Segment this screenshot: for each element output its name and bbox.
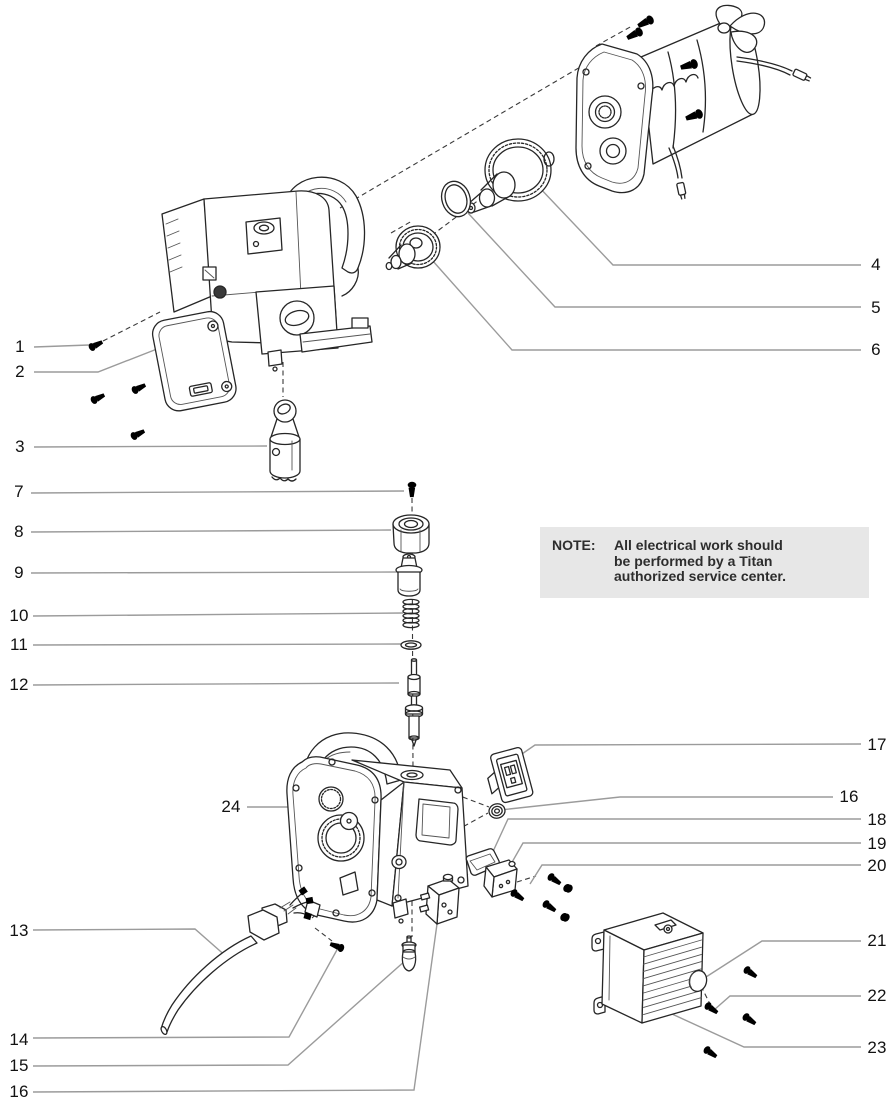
callout-label-7: 7 — [14, 482, 24, 501]
valve-screw-part7 — [408, 482, 417, 497]
callout-label-23: 23 — [867, 1038, 887, 1057]
motor-assembly — [576, 5, 811, 199]
leader-line-19-19 — [507, 843, 861, 871]
callout-label-13: 13 — [9, 921, 29, 940]
leader-line-1-0 — [34, 345, 89, 347]
leader-line-6-5 — [432, 260, 861, 350]
callout-label-18: 18 — [867, 810, 887, 829]
power-cord — [160, 883, 320, 1036]
gear-first-stage — [386, 226, 440, 270]
callout-label-22: 22 — [867, 986, 887, 1005]
callout-label-14: 14 — [9, 1030, 29, 1049]
callout-label-8: 8 — [14, 522, 24, 541]
callout-label-11: 11 — [9, 635, 29, 654]
leader-line-3-2 — [34, 446, 267, 447]
leader-line-9-8 — [31, 572, 398, 573]
note-label: NOTE: — [552, 537, 596, 553]
leader-line-22-22 — [714, 996, 861, 1010]
callout-label-2: 2 — [15, 362, 25, 381]
leader-line-4-3 — [537, 185, 861, 265]
leader-line-12-11 — [33, 683, 399, 685]
gear-second-stage — [467, 139, 554, 213]
leader-line-5-4 — [468, 213, 861, 307]
callout-label-10: 10 — [9, 606, 29, 625]
callout-label-15: 15 — [9, 1056, 29, 1075]
leader-line-8-7 — [31, 530, 391, 532]
callout-label-9: 9 — [14, 563, 24, 582]
leader-line-10-9 — [33, 613, 403, 616]
heatsink-screws — [702, 965, 759, 1060]
cover-screws — [87, 338, 147, 441]
leader-lines-layer — [31, 185, 861, 1092]
callout-label-19: 19 — [867, 834, 887, 853]
valve-stem-part12 — [406, 659, 423, 746]
callout-label-21: 21 — [867, 931, 887, 950]
callout-label-16: 16 — [839, 787, 859, 806]
slider-assembly — [270, 400, 300, 481]
callout-label-6: 6 — [871, 340, 881, 359]
callout-label-16: 16 — [9, 1082, 29, 1101]
callout-label-5: 5 — [871, 298, 881, 317]
oring-part11 — [401, 641, 421, 649]
callout-label-12: 12 — [9, 675, 29, 694]
leader-line-2-1 — [34, 349, 157, 372]
pressure-control-heatsink — [592, 913, 703, 1023]
switch-screws — [509, 872, 574, 924]
valve-stack — [393, 482, 429, 746]
note-lines — [614, 538, 786, 587]
callout-label-3: 3 — [15, 437, 25, 456]
leader-line-21-21 — [706, 941, 861, 977]
leader-line-7-6 — [31, 491, 404, 493]
transducer-bulb — [402, 936, 416, 971]
leader-line-20-20 — [530, 865, 861, 884]
callout-label-4: 4 — [871, 255, 881, 274]
leader-line-11-10 — [33, 644, 401, 645]
valve-spring-part10 — [403, 599, 419, 627]
leader-line-16-16 — [500, 797, 833, 810]
note-box — [540, 527, 869, 598]
callout-label-1: 1 — [15, 337, 25, 356]
note-line: be performed by a Titan — [614, 552, 773, 569]
leader-line-18-18 — [490, 819, 861, 858]
note-line: authorized service center. — [614, 568, 786, 584]
leader-line-17-17 — [519, 744, 861, 756]
leader-line-13-12 — [33, 929, 228, 958]
callout-label-17: 17 — [867, 735, 887, 754]
valve-seat-part9 — [396, 554, 422, 596]
leader-line-15-14 — [33, 960, 406, 1066]
note-line: All electrical work should — [614, 537, 783, 553]
power-socket — [482, 747, 534, 806]
callout-label-20: 20 — [867, 856, 887, 875]
grommet — [488, 802, 507, 819]
callout-label-24: 24 — [221, 797, 241, 816]
packing-nut-part8 — [393, 515, 429, 553]
